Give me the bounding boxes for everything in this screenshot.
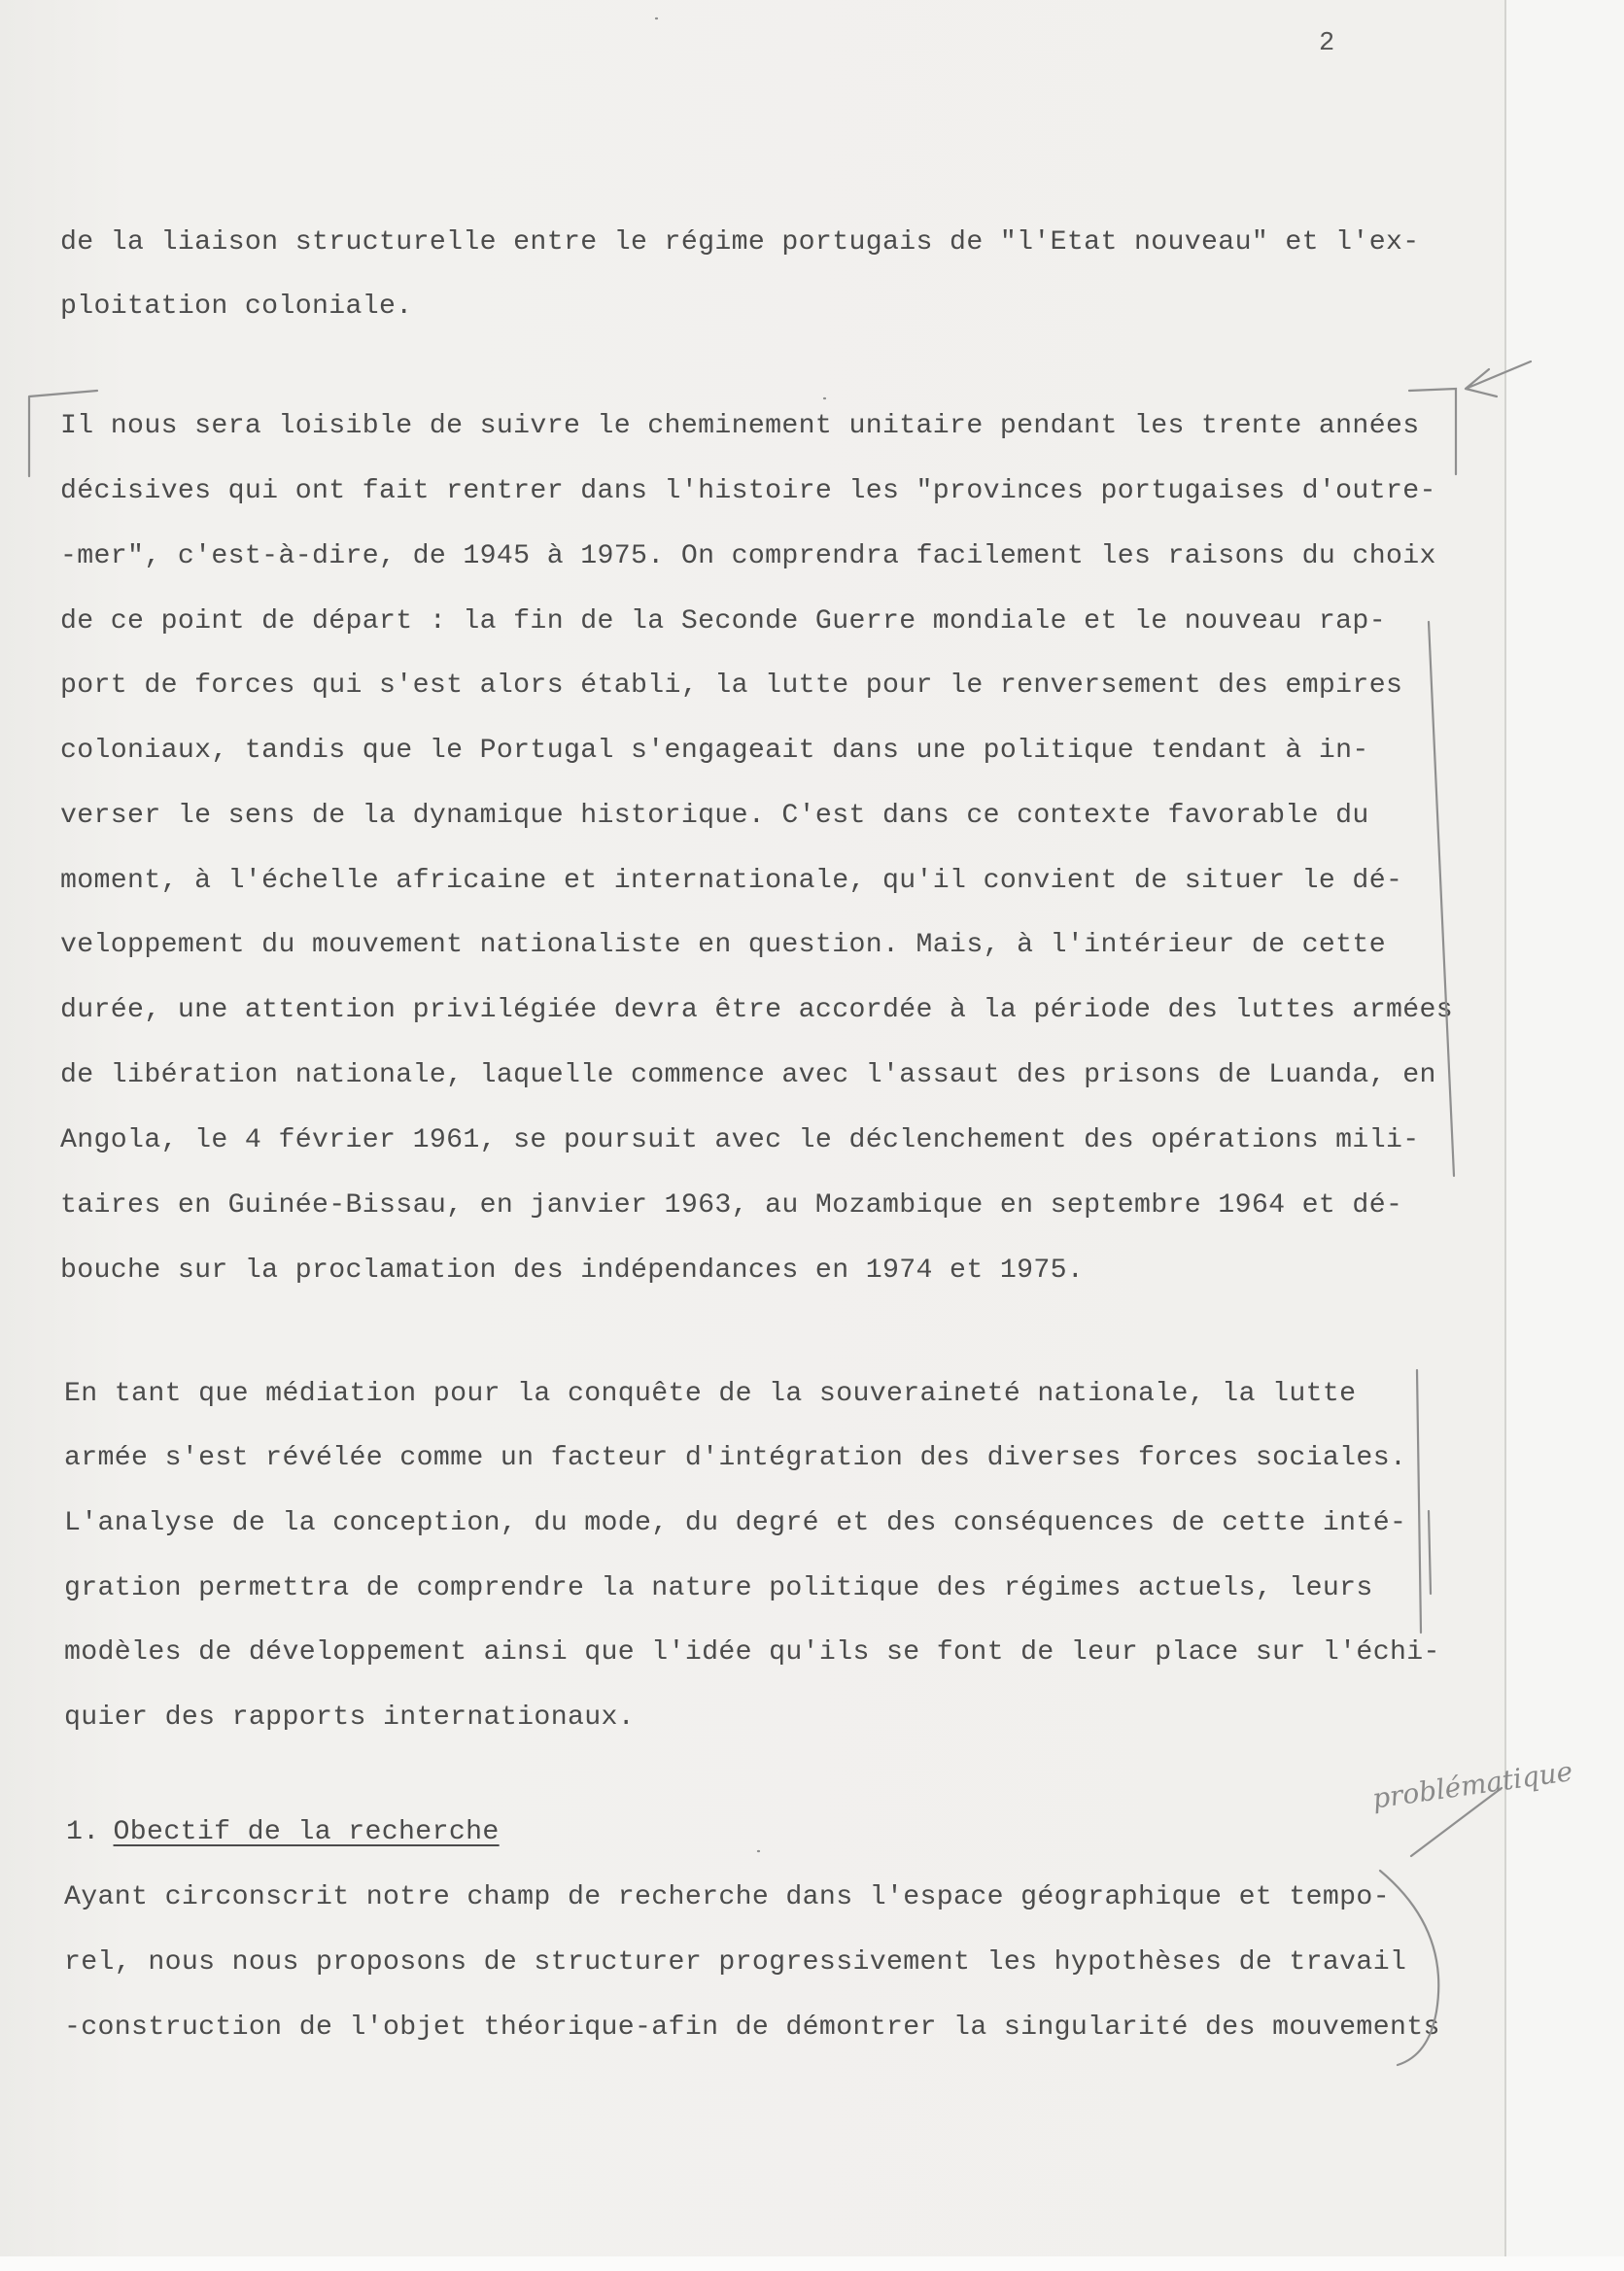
text-line: gration permettra de comprendre la nature politique des régimes actuels, leurs [64, 1573, 1373, 1603]
text-line: -mer", c'est-à-dire, de 1945 à 1975. On comprendra facilement les raisons du choix [60, 541, 1436, 571]
text-line: taires en Guinée-Bissau, en janvier 1963, au Mozambique en septembre 1964 et dé- [60, 1190, 1403, 1221]
text-line: bouche sur la proclamation des indépendances en 1974 et 1975. [60, 1256, 1085, 1286]
text-line: En tant que médiation pour la conquête de la souveraineté nationale, la lutte [64, 1379, 1357, 1409]
text-line: quier des rapports internationaux. [64, 1703, 636, 1733]
text-line: Ayant circonscrit notre champ de recherche dans l'espace géographique et tempo- [64, 1882, 1390, 1912]
text-line: moment, à l'échelle africaine et internationale, qu'il convient de situer le dé- [60, 866, 1403, 896]
text-line: port de forces qui s'est alors établi, la lutte pour le renversement des empires [60, 671, 1403, 701]
section-heading [66, 1813, 500, 1852]
margin-line-mark [1429, 1511, 1431, 1594]
text-line: rel, nous nous proposons de structurer progressivement les hypothèses de travail [64, 1947, 1407, 1978]
text-line: Angola, le 4 février 1961, se poursuit avec le déclenchement des opérations mili- [60, 1125, 1420, 1155]
section-title: Obectif de la recherche [113, 1817, 500, 1847]
text-line: de la liaison structurelle entre le régime portugais de "l'Etat nouveau" et l'ex- [60, 227, 1420, 258]
text-line: -construction de l'objet théorique-afin de démontrer la singularité des mouvements [64, 2013, 1440, 2043]
page-number: 2 [1319, 29, 1335, 58]
text-line: modèles de développement ainsi que l'idée qu'ils se font de leur place sur l'échi- [64, 1637, 1440, 1668]
text-line: veloppement du mouvement nationaliste en question. Mais, à l'intérieur de cette [60, 930, 1386, 960]
text-line: verser le sens de la dynamique historique. C'est dans ce contexte favorable du [60, 801, 1369, 831]
text-line: armée s'est révélée comme un facteur d'intégration des diverses forces sociales. [64, 1443, 1407, 1473]
text-line: durée, une attention privilégiée devra être accordée à la période des luttes armées [60, 995, 1454, 1025]
scan-bottom-edge [0, 2256, 1624, 2271]
text-line: de ce point de départ : la fin de la Seconde Guerre mondiale et le nouveau rap- [60, 606, 1386, 637]
text-line: L'analyse de la conception, du mode, du degré et des conséquences de cette inté- [64, 1508, 1407, 1538]
margin-line-mark [1417, 1370, 1421, 1633]
text-line: coloniaux, tandis que le Portugal s'engageait dans une politique tendant à in- [60, 736, 1369, 766]
text-line: Il nous sera loisible de suivre le cheminement unitaire pendant les trente années [60, 411, 1420, 441]
section-number: 1. [66, 1817, 100, 1847]
text-line: de libération nationale, laquelle commence avec l'assaut des prisons de Luanda, en [60, 1060, 1436, 1090]
scan-edge [1504, 0, 1624, 2271]
margin-note: problématique [1370, 1755, 1575, 1815]
text-line: décisives qui ont fait rentrer dans l'histoire les "provinces portugaises d'outre- [60, 476, 1436, 506]
text-line: ploitation coloniale. [60, 292, 413, 322]
